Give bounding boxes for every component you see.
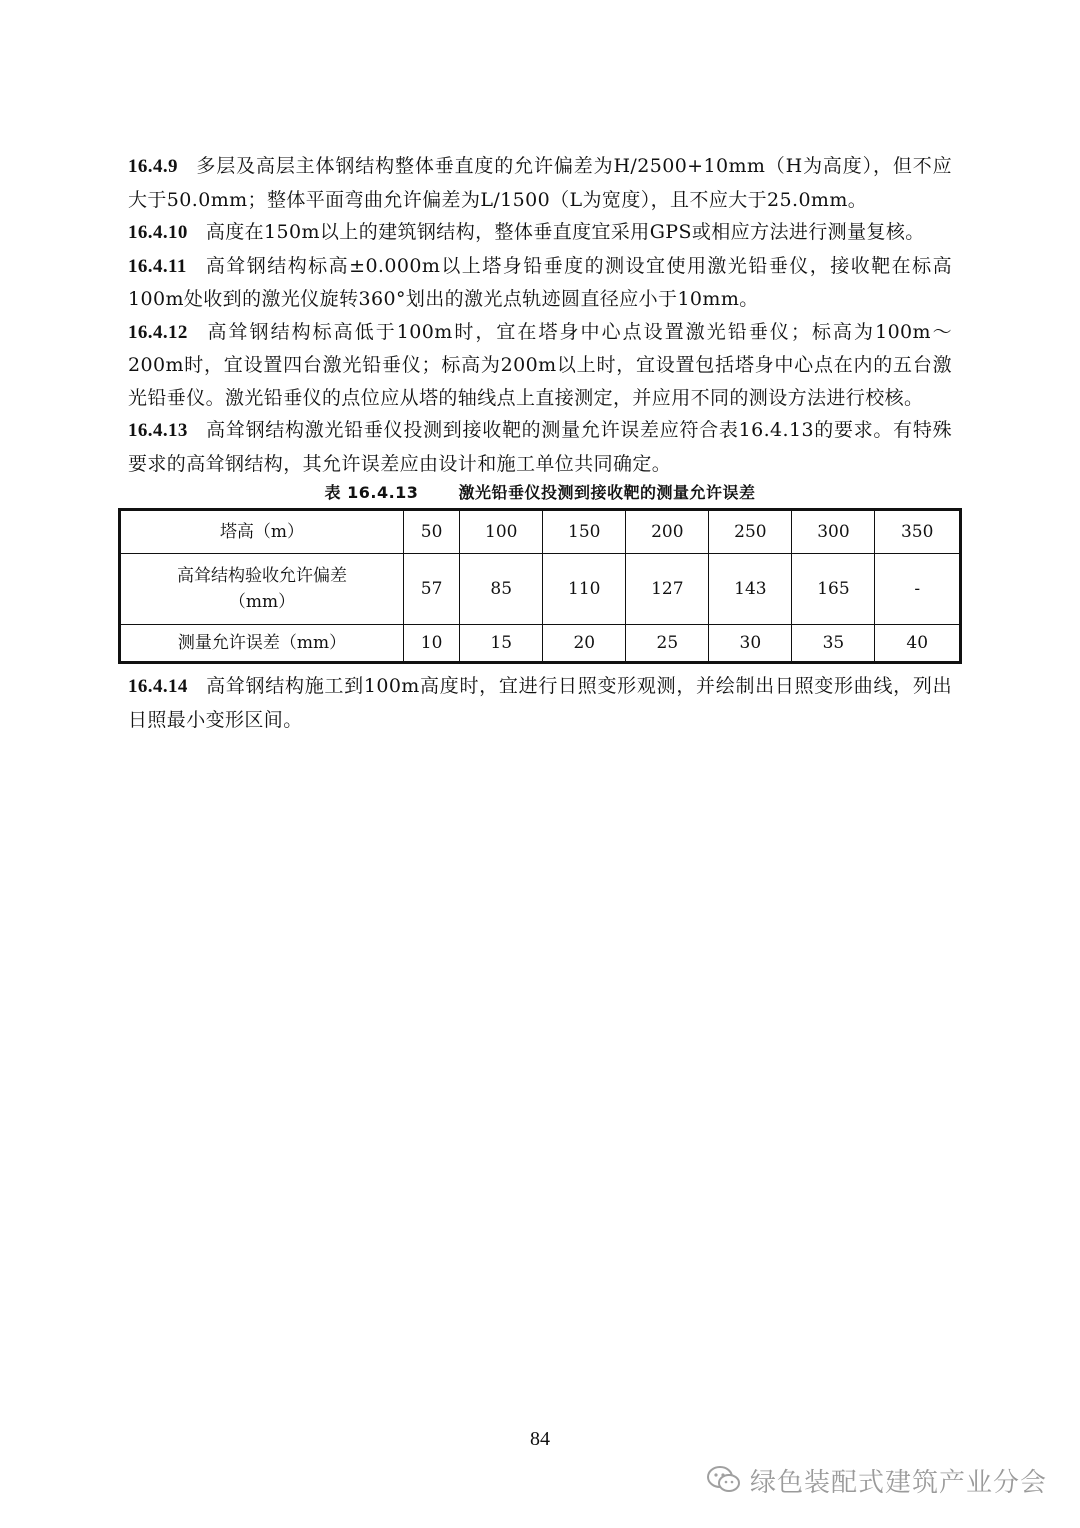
wechat-icon: [706, 1465, 742, 1495]
clause-16-4-10: [128, 216, 952, 250]
table-cell: 50: [404, 510, 460, 554]
table-cell: 40: [875, 625, 961, 663]
row-header-label: 高耸结构验收允许偏差: [177, 566, 347, 586]
table-cell: 300: [792, 510, 875, 554]
clause-text: 高耸钢结构标高低于100m时，宜在塔身中心点设置激光铅垂仪；标高为100m～200m时，宜设置四台激光铅垂仪；标高为200m以上时，宜设置包括塔身中心点在内的五台激光铅垂仪。激光铅垂仪的点位应从塔的轴线点上直接测定，并应用不同的测设方法进行校核。: [128, 320, 952, 409]
row-header-label: 测量允许误差（mm）: [177, 633, 347, 653]
table-cell: 35: [792, 625, 875, 663]
page-body: [128, 150, 952, 736]
table-cell: 57: [404, 554, 460, 625]
clause-16-4-12: [128, 316, 952, 415]
table-cell: 150: [543, 510, 626, 554]
clause-number: 16.4.12: [128, 321, 188, 343]
table-cell: 165: [792, 554, 875, 625]
clause-text: 高度在150m以上的建筑钢结构，整体垂直度宜采用GPS或相应方法进行测量复核。: [205, 221, 925, 243]
table-cell: 85: [460, 554, 543, 625]
table-cell: 350: [875, 510, 961, 554]
table-row: [120, 510, 961, 554]
table-cell: -: [875, 554, 961, 625]
table-cell: 30: [709, 625, 792, 663]
table-row: [120, 625, 961, 663]
table-caption: [128, 482, 952, 504]
table-cell: 100: [460, 510, 543, 554]
table-cell: 20: [543, 625, 626, 663]
row-header-acceptance-deviation: [120, 554, 404, 625]
row-header-measurement-error: [120, 625, 404, 663]
clause-16-4-9: [128, 150, 952, 216]
watermark: [706, 1458, 1066, 1502]
clause-number: 16.4.9: [128, 156, 178, 177]
table-title: 激光铅垂仪投测到接收靶的测量允许误差: [458, 483, 756, 502]
row-header-unit: （mm）: [228, 592, 296, 612]
clause-number: 16.4.10: [128, 222, 188, 243]
table-number: 表 16.4.13: [324, 483, 419, 502]
row-header-label: 塔高（m）: [219, 522, 305, 542]
table-row: [120, 554, 961, 625]
table-cell: 15: [460, 625, 543, 663]
table-cell: 200: [626, 510, 709, 554]
watermark-text: 绿色装配式建筑产业分会: [750, 1467, 1048, 1498]
clause-number: 16.4.11: [128, 255, 187, 277]
table-cell: 25: [626, 625, 709, 663]
row-header-tower-height: [120, 510, 404, 554]
table-cell: 10: [404, 625, 460, 663]
clause-16-4-14: [128, 670, 952, 736]
clause-text: 高耸钢结构激光铅垂仪投测到接收靶的测量允许误差应符合表16.4.13的要求。有特殊要求的高耸钢结构，其允许误差应由设计和施工单位共同确定。: [128, 419, 952, 475]
clause-number: 16.4.14: [128, 676, 188, 697]
clause-16-4-13: [128, 414, 952, 480]
clause-text: 多层及高层主体钢结构整体垂直度的允许偏差为H/2500+10mm（H为高度），但不应大于50.0mm；整体平面弯曲允许偏差为L/1500（L为宽度），且不应大于25.0mm。: [128, 155, 952, 211]
table-cell: 250: [709, 510, 792, 554]
table-cell: 143: [709, 554, 792, 625]
clause-number: 16.4.13: [128, 420, 188, 441]
table-cell: 110: [543, 554, 626, 625]
tolerance-table: [118, 508, 962, 664]
clause-text: 高耸钢结构标高±0.000m以上塔身铅垂度的测设宜使用激光铅垂仪，接收靶在标高100m处收到的激光仪旋转360°划出的激光点轨迹圆直径应小于10mm。: [128, 254, 952, 310]
page-number: 84: [530, 1428, 550, 1450]
clause-text: 高耸钢结构施工到100m高度时，宜进行日照变形观测，并绘制出日照变形曲线，列出日照最小变形区间。: [128, 675, 952, 731]
clause-16-4-11: [128, 250, 952, 316]
table-cell: 127: [626, 554, 709, 625]
